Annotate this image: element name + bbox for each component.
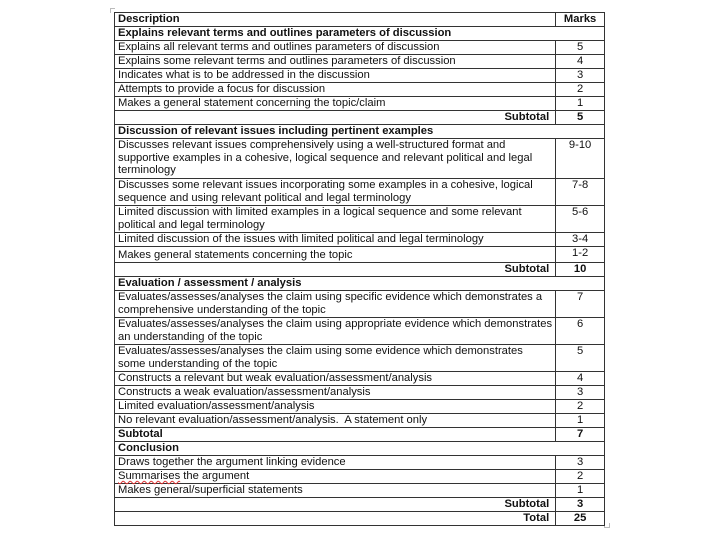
criterion: Indicates what is to be addressed in the discussion [115,69,556,83]
criterion: Explains all relevant terms and outlines parameters of discussion [115,41,556,55]
subtotal-value: 10 [556,263,605,277]
marks-value: 3 [556,386,605,400]
marks-value: 7 [556,291,605,318]
subtotal-value: 3 [556,498,605,512]
criterion: Makes a general statement concerning the topic/claim [115,97,556,111]
criterion: Makes general statements concerning the topic [115,247,556,263]
marks-value: 6 [556,318,605,345]
marks-value: 1-2 [556,247,605,263]
criterion: Makes general/superficial statements [115,484,556,498]
criterion: No relevant evaluation/assessment/analysis. A statement only [115,414,556,428]
criterion: Limited discussion with limited examples in a logical sequence and some relevant political and legal terminology [115,206,556,233]
table-row [115,372,605,386]
table-row [115,470,605,484]
marks-value: 7-8 [556,179,605,206]
marks-value: 3 [556,69,605,83]
subtotal-row [115,263,605,277]
table-row [115,55,605,69]
criterion [115,470,556,484]
total-row [115,512,605,526]
subtotal-label: Subtotal [115,111,556,125]
criterion: Explains some relevant terms and outlines parameters of discussion [115,55,556,69]
table-row [115,345,605,372]
criterion: Draws together the argument linking evidence [115,456,556,470]
marking-rubric-table [114,12,605,526]
marks-value: 2 [556,470,605,484]
marks-value: 1 [556,484,605,498]
criterion: Evaluates/assesses/analyses the claim using appropriate evidence which demonstrates an understanding of the topic [115,318,556,345]
section-title-row [115,277,605,291]
section-title-row [115,442,605,456]
table-row [115,179,605,206]
criterion: Constructs a relevant but weak evaluation/assessment/analysis [115,372,556,386]
table-row [115,41,605,55]
marks-value: 5 [556,41,605,55]
marks-value: 5-6 [556,206,605,233]
criterion: Evaluates/assesses/analyses the claim using specific evidence which demonstrates a comprehensive understanding of the topic [115,291,556,318]
marks-value: 4 [556,55,605,69]
criterion: Limited discussion of the issues with limited political and legal terminology [115,233,556,247]
table-row [115,484,605,498]
table-row [115,414,605,428]
section-title: Conclusion [115,442,605,456]
marks-value: 1 [556,97,605,111]
criterion: Constructs a weak evaluation/assessment/analysis [115,386,556,400]
criterion-rest: the argument [180,470,250,482]
criterion: Discusses some relevant issues incorporating some examples in a cohesive, logical sequence and using relevant political and legal terminology [115,179,556,206]
total-label: Total [115,512,556,526]
section-title-row [115,27,605,41]
table-row [115,69,605,83]
table-header-row [115,13,605,27]
subtotal-row [115,428,605,442]
table-row [115,233,605,247]
marks-value: 9-10 [556,139,605,179]
marks-value: 2 [556,83,605,97]
table-row [115,386,605,400]
table-row [115,291,605,318]
subtotal-label: Subtotal [115,263,556,277]
table-row [115,318,605,345]
criterion: Evaluates/assesses/analyses the claim using some evidence which demonstrates some understanding of the topic [115,345,556,372]
table-row [115,456,605,470]
subtotal-value: 7 [556,428,605,442]
table-row [115,139,605,179]
table-row [115,247,605,263]
section-title-row [115,125,605,139]
marks-value: 3 [556,456,605,470]
marks-value: 5 [556,345,605,372]
table-row [115,97,605,111]
criterion: Discusses relevant issues comprehensively using a well-structured format and supportive examples in a cohesive, logical sequence and relevant political and legal terminology [115,139,556,179]
subtotal-value: 5 [556,111,605,125]
marks-value: 1 [556,414,605,428]
total-value: 25 [556,512,605,526]
header-marks: Marks [556,13,605,27]
section-title: Evaluation / assessment / analysis [115,277,605,291]
subtotal-row [115,111,605,125]
marks-value: 3-4 [556,233,605,247]
subtotal-row [115,498,605,512]
header-description: Description [115,13,556,27]
marks-value: 2 [556,400,605,414]
table-row [115,206,605,233]
table-row [115,83,605,97]
marks-value: 4 [556,372,605,386]
table-row [115,400,605,414]
subtotal-label: Subtotal [115,428,556,442]
section-title: Discussion of relevant issues including pertinent examples [115,125,605,139]
spellcheck-flagged-word: Summarises [118,470,181,482]
section-title: Explains relevant terms and outlines parameters of discussion [115,27,605,41]
subtotal-label: Subtotal [115,498,556,512]
criterion: Limited evaluation/assessment/analysis [115,400,556,414]
criterion: Attempts to provide a focus for discussion [115,83,556,97]
